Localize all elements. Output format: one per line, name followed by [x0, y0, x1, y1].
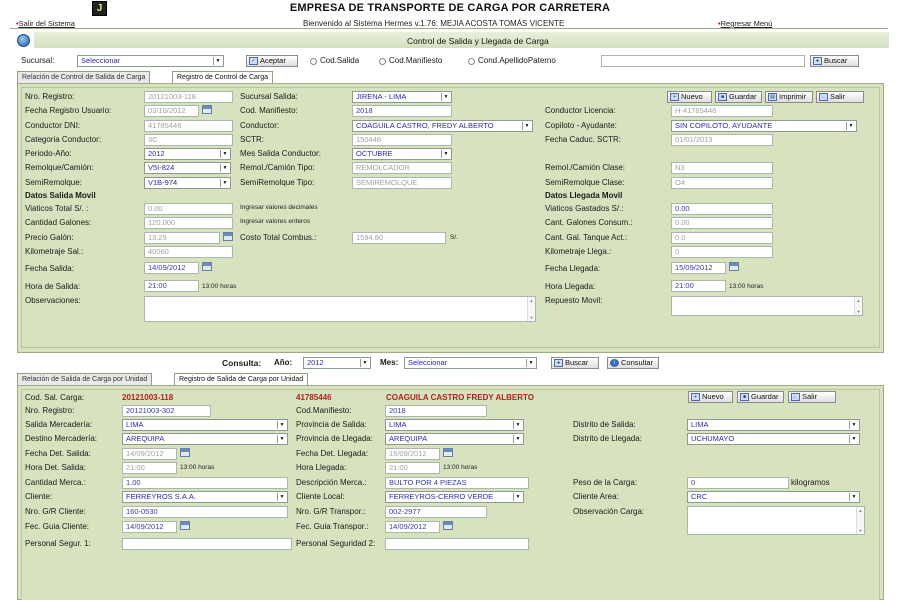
repuesto-textarea[interactable] [671, 296, 863, 316]
distrito-salida-label: Distrito de Salida: [573, 420, 636, 429]
periodo-select[interactable] [144, 148, 231, 160]
bullet-icon: • [718, 19, 721, 28]
scroll-up-icon: ▲ [858, 508, 863, 513]
conductor-label: Conductor: [240, 121, 280, 130]
remol-tipo-field[interactable]: REMOLCADOR [352, 162, 452, 174]
exit-system-label: Salir del Sistema [18, 19, 75, 28]
print-icon: ▤ [768, 93, 777, 101]
personal-segur1-field[interactable] [122, 538, 292, 550]
precio-galon-field[interactable]: 13.29 [144, 232, 220, 244]
viaticos-hint: Ingresar valores decimales [240, 204, 318, 211]
fecha-llegada-field[interactable]: 15/09/2012 [671, 262, 726, 274]
scroll-down-icon: ▼ [529, 315, 534, 320]
tab-relacion-unidad[interactable] [17, 373, 152, 385]
distrito-llegada-value: UCHUMAYO [691, 434, 735, 443]
scroll-down-icon: ▼ [856, 309, 861, 314]
mes-salida-select[interactable] [352, 148, 452, 160]
back-menu-label: Regresar Menú [720, 19, 773, 28]
hora-salida-field[interactable]: 21:00 [144, 280, 199, 292]
conductor-dni-field[interactable]: 41785446 [144, 120, 233, 132]
semiremolque-select-value: V1B-974 [148, 178, 178, 187]
consulta-anio-label: Año: [274, 358, 293, 367]
welcome-text: Bienvenido al Sistema Hermes v.1.76: MEJIA ACOSTA TOMÁS VICENTE [303, 19, 565, 28]
remol-tipo-label: Remol./Camión Tipo: [240, 163, 315, 172]
check-icon: ✓ [249, 57, 258, 65]
new-document-icon: + [670, 93, 679, 101]
exit-system-link[interactable] [16, 19, 75, 28]
bullet-icon: • [16, 19, 19, 28]
viaticos-gastados-label: Viaticos Gastados S/.: [545, 204, 624, 213]
semi-clase-field[interactable]: O4 [671, 177, 773, 189]
guardar-button-label: Guardar [729, 92, 757, 101]
datos-llegada-heading: Datos Llegada Movil [545, 191, 623, 200]
calendar-icon[interactable] [180, 521, 190, 530]
semi-tipo-field[interactable]: SEMIREMOLQUE [352, 177, 452, 189]
consulta-buscar-label: Buscar [565, 358, 589, 367]
cliente-area-select[interactable] [687, 491, 860, 503]
hora-llegada-unit: 13:00 horas [729, 283, 764, 290]
costo-total-field[interactable]: 1594.80 [352, 232, 446, 244]
galones-hint: Ingresar valores enteros [240, 218, 311, 225]
nro-gr-cliente-label: Nro. G/R Cliente: [25, 507, 86, 516]
provincia-salida-label: Provincia de Salida: [296, 420, 367, 429]
salir-button-label: Salir [830, 92, 846, 101]
salida-merc-select[interactable] [122, 419, 288, 431]
conductor-dni-label: Conductor DNI: [25, 121, 81, 130]
observacion-carga-textarea[interactable] [687, 506, 865, 535]
unit-hora-llegada-unit: 13:00 horas [443, 464, 478, 471]
cod-manifiesto-field[interactable]: 2018 [352, 105, 452, 117]
conductor-select[interactable] [352, 120, 533, 132]
sucursal-salida-select-value: JIRENA - LIMA [356, 92, 407, 101]
tab-registro-unidad-label: Registro de Salida de Carga por Unidad [179, 376, 304, 383]
radio-apellido-label: Cond.ApellidoPaterno [478, 56, 556, 65]
personal-segur2-field[interactable] [385, 538, 529, 550]
chevron-down-icon: ▼ [277, 435, 286, 443]
provincia-llegada-label: Provincia de Llegada: [296, 434, 373, 443]
nro-registro-field[interactable]: 20121003-118 [144, 91, 233, 103]
provincia-llegada-value: AREQUIPA [389, 434, 428, 443]
datos-salida-heading: Datos Salida Movil [25, 191, 96, 200]
costo-total-label: Costo Total Combus.: [240, 233, 317, 242]
categoria-label: Categoria Conductor: [25, 135, 102, 144]
hora-salida-label: Hora de Salida: [25, 282, 81, 291]
tab-registro-control-label: Registro de Control de Carga [177, 74, 269, 81]
cliente-local-label: Cliente Local: [296, 492, 345, 501]
categoria-field[interactable]: 3C [144, 134, 233, 146]
sucursal-label: Sucursal: [21, 56, 55, 65]
copiloto-select[interactable] [671, 120, 857, 132]
radio-cod-salida-label: Cod.Salida [320, 56, 360, 65]
hora-det-salida-unit: 13:00 horas [180, 464, 215, 471]
consulta-label: Consulta: [222, 358, 262, 368]
fecha-caduc-label: Fecha Caduc. SCTR: [545, 135, 622, 144]
hora-llegada-label: Hora Llegada: [545, 282, 596, 291]
chevron-down-icon: ▼ [277, 421, 286, 429]
nro-gr-transpor-label: Nro. G/R Transpor.: [296, 507, 366, 516]
provincia-llegada-select[interactable] [385, 433, 524, 445]
cod-sal-label: Cod. Sal. Carga: [25, 393, 85, 402]
remolque-select[interactable] [144, 162, 231, 174]
calendar-icon[interactable] [443, 448, 453, 457]
unit-nro-registro-field[interactable]: 20121003-302 [122, 405, 211, 417]
repuesto-label: Repuesto Movil: [545, 296, 603, 305]
consulta-mes-select[interactable] [404, 357, 537, 369]
unit-cod-manifiesto-label: Cod.Manifiesto: [296, 406, 352, 415]
scrollbar[interactable] [854, 297, 862, 315]
hora-salida-unit: 13:00 horas [202, 283, 237, 290]
chevron-down-icon: ▼ [526, 359, 535, 367]
periodo-select-value: 2012 [148, 149, 165, 158]
observacion-carga-label: Observación Carga: [573, 507, 645, 516]
chevron-down-icon: ▼ [441, 150, 450, 158]
binoculars-icon: ● [813, 57, 822, 65]
search-input[interactable] [601, 55, 805, 67]
fecha-det-llegada-field[interactable]: 15/09/2012 [385, 448, 440, 460]
tab-relacion-control[interactable] [17, 71, 150, 83]
fecha-registro-label: Fecha Registro Usuario: [25, 106, 112, 115]
chevron-down-icon: ▼ [849, 493, 858, 501]
costo-total-unit: S/. [450, 234, 458, 241]
cliente-value: FERREYROS S.A.A. [126, 492, 197, 501]
chevron-down-icon: ▼ [220, 164, 229, 172]
nuevo-button-label: Nuevo [681, 92, 703, 101]
imprimir-button[interactable] [765, 91, 813, 103]
consulta-anio-select[interactable] [303, 357, 371, 369]
observaciones-textarea[interactable] [144, 296, 536, 322]
conductor-licencia-field[interactable]: H-41785446 [671, 105, 773, 117]
search-button[interactable] [810, 55, 859, 67]
sucursal-select[interactable] [77, 55, 224, 67]
semiremolque-select[interactable] [144, 177, 231, 189]
unit-nro-registro-label: Nro. Registro: [25, 406, 75, 415]
unit-driver-name: COAGUILA CASTRO FREDY ALBERTO [386, 393, 535, 402]
salida-merc-value: LIMA [126, 420, 144, 429]
peso-field[interactable]: 0 [687, 477, 789, 489]
unit-hora-llegada-field[interactable]: 21:00 [385, 462, 440, 474]
sctr-label: SCTR: [240, 135, 264, 144]
chevron-down-icon: ▼ [220, 179, 229, 187]
calendar-icon[interactable] [202, 262, 212, 271]
save-icon: ■ [740, 393, 749, 401]
km-salida-field[interactable]: 40060 [144, 246, 233, 258]
radio-cod-manifiesto[interactable] [379, 58, 386, 65]
chevron-down-icon: ▼ [360, 359, 369, 367]
unit-cod-manifiesto-field[interactable]: 2018 [385, 405, 487, 417]
nro-registro-label: Nro. Registro: [25, 92, 75, 101]
logo: J [92, 1, 107, 16]
distrito-llegada-select[interactable] [687, 433, 860, 445]
chevron-down-icon: ▼ [849, 435, 858, 443]
unit-salir-button[interactable] [788, 391, 836, 403]
conductor-licencia-label: Conductor Licencia: [545, 106, 616, 115]
provincia-salida-value: LIMA [389, 420, 407, 429]
destino-merc-select[interactable] [122, 433, 288, 445]
back-menu-link[interactable] [718, 19, 772, 28]
fecha-salida-label: Fecha Salida: [25, 264, 74, 273]
cantidad-galones-label: Cantidad Galones: [25, 218, 92, 227]
chevron-down-icon: ▼ [220, 150, 229, 158]
sctr-field[interactable]: 150448 [352, 134, 452, 146]
tab-relacion-control-label: Relación de Control de Salida de Carga [22, 74, 146, 81]
salir-button[interactable] [816, 91, 864, 103]
remolque-select-value: V5I-824 [148, 163, 175, 172]
unit-salir-label: Salir [802, 392, 818, 401]
mes-salida-select-value: OCTUBRE [356, 149, 393, 158]
remol-clase-field[interactable]: N3 [671, 162, 773, 174]
app-title: EMPRESA DE TRANSPORTE DE CARGA POR CARRETERA [289, 2, 611, 14]
cod-manifiesto-label: Cod. Manifiesto: [240, 106, 298, 115]
tab-registro-control[interactable] [172, 71, 273, 83]
unit-hora-llegada-label: Hora Llegada: [296, 463, 347, 472]
fecha-det-llegada-label: Fecha Det. Llegada: [296, 449, 369, 458]
semi-tipo-label: SemiRemolque Tipo: [240, 178, 315, 187]
chevron-down-icon: ▼ [846, 122, 855, 130]
sucursal-select-value: Seleccionar [81, 56, 121, 65]
calculator-icon[interactable] [223, 232, 233, 241]
gal-tanque-field[interactable]: 0.0 [671, 232, 773, 244]
imprimir-button-label: Imprimir [779, 92, 807, 101]
distrito-llegada-label: Distrito de Llegada: [573, 434, 642, 443]
nuevo-button[interactable] [667, 91, 712, 103]
chevron-down-icon: ▼ [513, 435, 522, 443]
cliente-local-value: FERREYROS-CERRO VERDE [389, 492, 494, 501]
unit-nuevo-button[interactable] [688, 391, 733, 403]
chevron-down-icon: ▼ [441, 93, 450, 101]
descripcion-label: Descripción Merca.: [296, 478, 367, 487]
save-icon: ■ [718, 93, 727, 101]
semi-clase-label: SemiRemolque Clase: [545, 178, 625, 187]
consulta-mes-label: Mes: [380, 358, 399, 367]
cliente-area-value: CRC [691, 492, 708, 501]
conductor-select-value: COAGUILA CASTRO, FREDY ALBERTO [356, 121, 494, 130]
chevron-down-icon: ▼ [513, 421, 522, 429]
fecha-llegada-label: Fecha Llegada: [545, 264, 601, 273]
viaticos-gastados-field[interactable]: 0.00 [671, 203, 773, 215]
viaticos-total-label: Viaticos Total S/. : [25, 204, 89, 213]
descripcion-field[interactable]: BULTO POR 4 PIEZAS [385, 477, 529, 489]
personal-segur2-label: Personal Seguridad 2: [296, 539, 376, 548]
exit-icon: ← [793, 394, 798, 400]
fec-guia-cliente-field[interactable]: 14/09/2012 [122, 521, 177, 533]
copiloto-select-value: SIN COPILOTO, AYUDANTE [675, 121, 773, 130]
km-salida-label: Kilometraje Sal.: [25, 247, 84, 256]
cliente-local-select[interactable] [385, 491, 524, 503]
consulta-mes-value: Seleccionar [408, 358, 448, 367]
hora-det-salida-field[interactable]: 21:00 [122, 462, 177, 474]
personal-segur1-label: Personal Segur. 1: [25, 539, 91, 548]
cliente-select[interactable] [122, 491, 288, 503]
chevron-down-icon: ▼ [213, 57, 222, 65]
km-llegada-field[interactable]: 0 [671, 246, 773, 258]
radio-apellido[interactable] [468, 58, 475, 65]
radio-cod-salida[interactable] [310, 58, 317, 65]
binoculars-icon: ● [554, 359, 563, 367]
destino-merc-value: AREQUIPA [126, 434, 165, 443]
scrollbar[interactable] [527, 297, 535, 321]
remolque-label: Remolque/Camión: [25, 163, 94, 172]
accept-button[interactable] [246, 55, 298, 67]
km-llegada-label: Kilometraje Llega.: [545, 247, 612, 256]
radio-cod-manifiesto-label: Cod.Manifiesto [389, 56, 443, 65]
search-button-label: Buscar [824, 56, 848, 65]
chevron-down-icon: ▼ [513, 493, 522, 501]
viaticos-total-field[interactable]: 0.00 [144, 203, 233, 215]
destino-merc-label: Destino Mercadería: [25, 434, 98, 443]
copiloto-label: Copiloto - Ayudante: [545, 121, 617, 130]
precio-galon-label: Precio Galón: [25, 233, 74, 242]
calendar-icon[interactable] [729, 262, 739, 271]
nro-gr-transpor-field[interactable]: 002-2977 [385, 506, 487, 518]
consultar-button[interactable] [607, 357, 659, 369]
page-title: Control de Salida y Llegada de Carga [407, 36, 549, 46]
periodo-label: Periodo-Año: [25, 149, 72, 158]
fecha-det-salida-field[interactable]: 14/09/2012 [122, 448, 177, 460]
unit-nuevo-label: Nuevo [702, 392, 724, 401]
calendar-icon[interactable] [202, 105, 212, 114]
chevron-down-icon: ▼ [277, 493, 286, 501]
fec-guia-transpor-field[interactable]: 14/09/2012 [385, 521, 440, 533]
distrito-salida-value: LIMA [691, 420, 709, 429]
sucursal-salida-label: Sucursal Salida: [240, 92, 298, 101]
tab-registro-unidad[interactable] [174, 373, 308, 385]
galones-consum-label: Cant. Galones Consum.: [545, 218, 633, 227]
calendar-icon[interactable] [443, 521, 453, 530]
gal-tanque-label: Cant. Gal. Tanque Act.: [545, 233, 628, 242]
cliente-label: Cliente: [25, 492, 53, 501]
hora-det-salida-label: Hora Det. Salida: [25, 463, 86, 472]
scroll-up-icon: ▲ [856, 298, 861, 303]
scroll-down-icon: ▼ [858, 528, 863, 533]
cantidad-merca-field[interactable]: 1.00 [122, 477, 288, 489]
fec-guia-transpor-label: Fec. Guia Transpor.: [296, 522, 369, 531]
exit-icon: ← [821, 94, 826, 100]
cantidad-merca-label: Cantidad Merca.: [25, 478, 86, 487]
mes-salida-label: Mes Salida Conductor: [240, 149, 321, 158]
peso-label: Peso de la Carga: [573, 478, 638, 487]
cliente-area-label: Cliente Area: [573, 492, 619, 501]
unit-guardar-label: Guardar [751, 392, 779, 401]
consulta-anio-value: 2012 [307, 358, 324, 367]
peso-unit: kilogramos [791, 478, 830, 487]
unit-driver-id: 41785446 [296, 393, 332, 402]
fecha-registro-field[interactable]: 03/10/2012 [144, 105, 199, 117]
scroll-up-icon: ▲ [529, 298, 534, 303]
cantidad-galones-field[interactable]: 120.000 [144, 217, 233, 229]
guardar-button[interactable] [715, 91, 762, 103]
hora-llegada-field[interactable]: 21:00 [671, 280, 726, 292]
scrollbar[interactable] [856, 507, 864, 534]
header-line [10, 28, 888, 29]
nro-gr-cliente-field[interactable]: 160-0530 [122, 506, 288, 518]
fecha-det-salida-label: Fecha Det. Salida: [25, 449, 91, 458]
chevron-down-icon: ▼ [849, 421, 858, 429]
new-document-icon: + [691, 393, 700, 401]
fec-guia-cliente-label: Fec. Guia Cliente: [25, 522, 90, 531]
consulta-buscar-button[interactable] [551, 357, 599, 369]
galones-consum-field[interactable]: 0.00 [671, 217, 773, 229]
remol-clase-label: Remol./Camión Clase: [545, 163, 626, 172]
tab-relacion-unidad-label: Relación de Salida de Carga por Unidad [22, 376, 148, 383]
fecha-salida-field[interactable]: 14/09/2012 [144, 262, 199, 274]
accept-button-label: Aceptar [260, 56, 286, 65]
calendar-icon[interactable] [180, 448, 190, 457]
globe-icon [17, 34, 30, 47]
chevron-down-icon: ▼ [522, 122, 531, 130]
salida-merc-label: Salida Mercadería: [25, 420, 93, 429]
semiremolque-label: SemiRemolque: [25, 178, 82, 187]
cod-sal-value: 20121003-118 [122, 393, 174, 402]
fecha-caduc-field[interactable]: 01/01/2013 [671, 134, 773, 146]
sucursal-salida-select[interactable] [352, 91, 452, 103]
info-icon: i [610, 359, 619, 367]
distrito-salida-select[interactable] [687, 419, 860, 431]
provincia-salida-select[interactable] [385, 419, 524, 431]
observaciones-label: Observaciones: [25, 296, 81, 305]
consultar-label: Consultar [621, 358, 654, 367]
unit-guardar-button[interactable] [737, 391, 784, 403]
